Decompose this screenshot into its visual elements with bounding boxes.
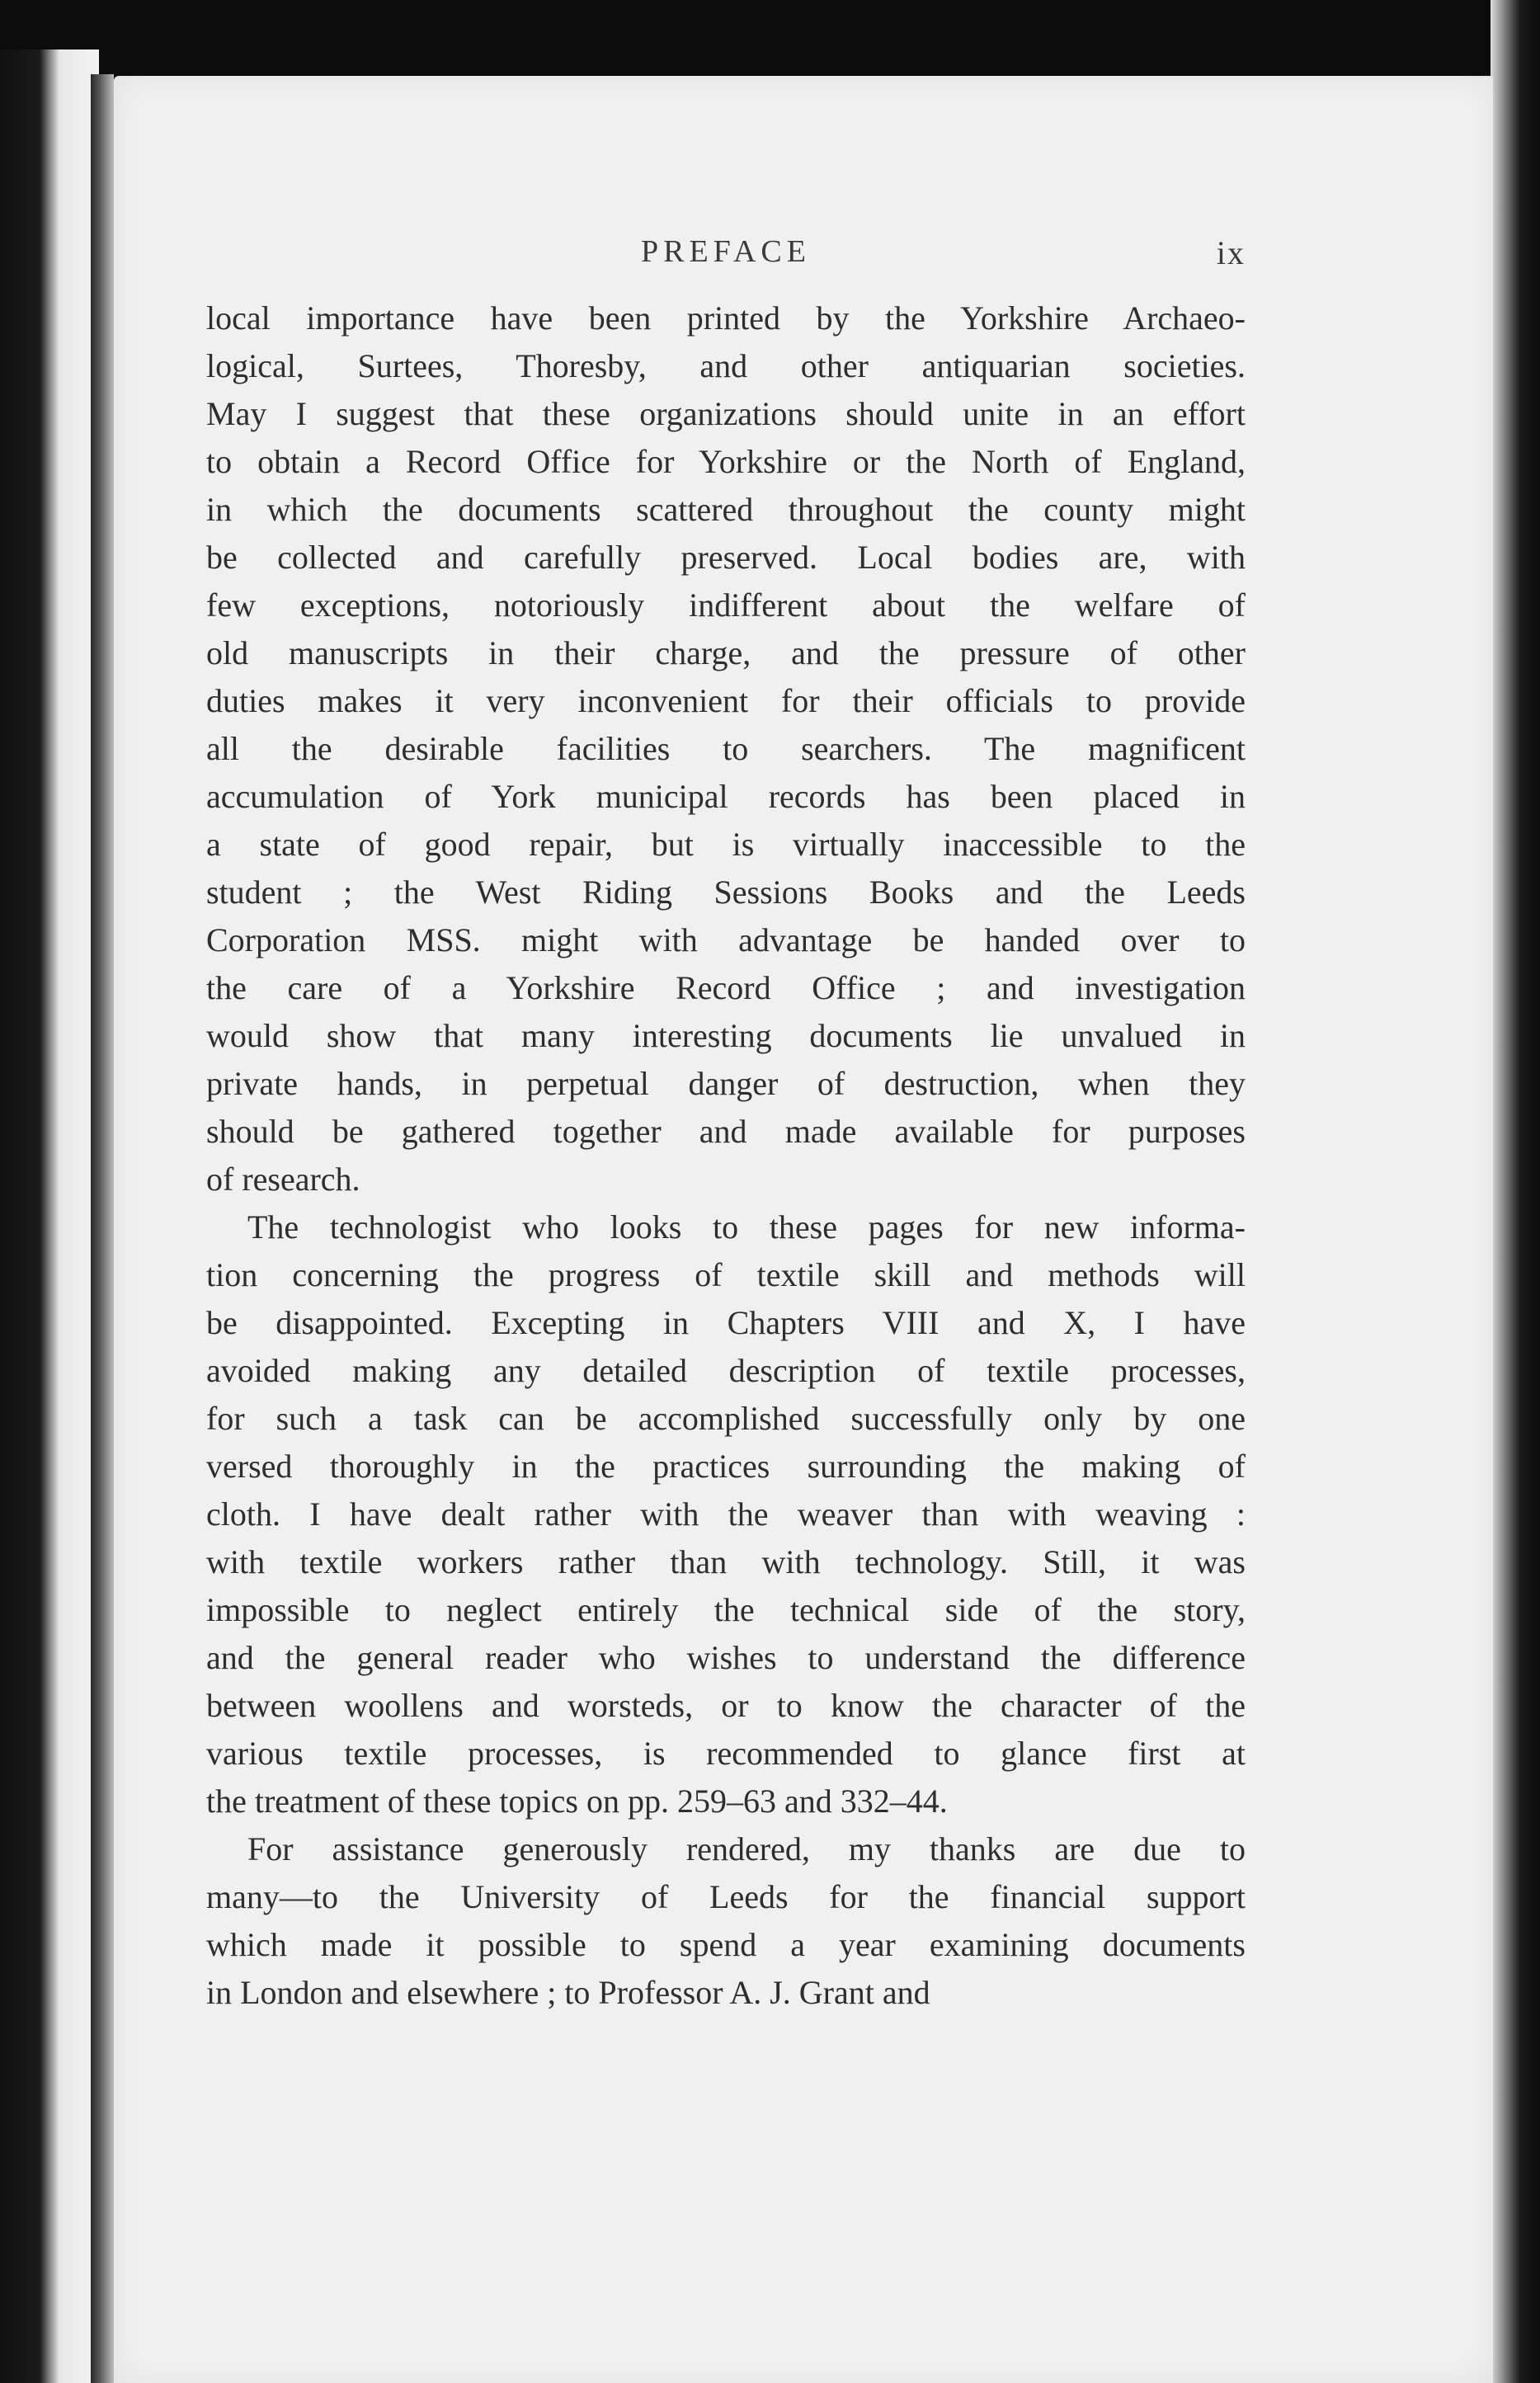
text-line: all the desirable facilities to searchers. The magnificent: [206, 730, 1246, 767]
text-line: a state of good repair, but is virtually inaccessible to the: [206, 826, 1246, 863]
text-line: and the general reader who wishes to understand the difference: [206, 1639, 1246, 1676]
text-line: should be gathered together and made available for purposes: [206, 1113, 1246, 1150]
text-line: old manuscripts in their charge, and the pressure of other: [206, 634, 1246, 671]
page-number: ix: [1216, 234, 1246, 271]
text-line: be disappointed. Excepting in Chapters VIII and X, I have: [206, 1304, 1246, 1341]
text-line: with textile workers rather than with technology. Still, it was: [206, 1543, 1246, 1580]
scan-frame-edge: [1491, 0, 1540, 2383]
text-line: avoided making any detailed description of textile processes,: [206, 1352, 1246, 1389]
text-line: to obtain a Record Office for Yorkshire or the North of England,: [206, 443, 1246, 480]
text-line: logical, Surtees, Thoresby, and other antiquarian societies.: [206, 347, 1246, 384]
text-line: in London and elsewhere ; to Professor A. J. Grant and: [206, 1974, 930, 2011]
text-line: which made it possible to spend a year examining documents: [206, 1926, 1246, 1963]
paragraph: [206, 1825, 1246, 2017]
paragraph: [206, 294, 1246, 1203]
body-text: [206, 294, 1246, 2017]
text-line: accumulation of York municipal records has been placed in: [206, 778, 1246, 815]
text-line: The technologist who looks to these pages for new informa-: [247, 1208, 1246, 1246]
text-line: for such a task can be accomplished successfully only by one: [206, 1400, 1246, 1437]
text-line: impossible to neglect entirely the technical side of the story,: [206, 1591, 1246, 1628]
text-line: private hands, in perpetual danger of destruction, when they: [206, 1065, 1246, 1102]
text-line: would show that many interesting documents lie unvalued in: [206, 1017, 1246, 1054]
text-line: many—to the University of Leeds for the financial support: [206, 1878, 1246, 1915]
text-line: tion concerning the progress of textile skill and methods will: [206, 1256, 1246, 1293]
text-line: local importance have been printed by the Yorkshire Archaeo-: [206, 299, 1246, 337]
text-line: the care of a Yorkshire Record Office ; and investigation: [206, 969, 1246, 1006]
text-line: May I suggest that these organizations should unite in an effort: [206, 395, 1246, 432]
text-line: between woollens and worsteds, or to know the character of the: [206, 1687, 1246, 1724]
text-line: few exceptions, notoriously indifferent about the welfare of: [206, 586, 1246, 624]
text-line: versed thoroughly in the practices surrounding the making of: [206, 1448, 1246, 1485]
text-line: duties makes it very inconvenient for their officials to provide: [206, 682, 1246, 719]
book-spine-shadow: [0, 49, 99, 2383]
text-line: cloth. I have dealt rather with the weaver than with weaving :: [206, 1495, 1246, 1533]
text-line: student ; the West Riding Sessions Books and the Leeds: [206, 874, 1246, 911]
page-edge: [91, 74, 114, 2383]
text-line: the treatment of these topics on pp. 259–63 and 332–44.: [206, 1783, 948, 1820]
text-line: of research.: [206, 1161, 360, 1198]
running-title: PREFACE: [640, 234, 811, 269]
running-head: [206, 233, 1246, 283]
paragraph: [206, 1203, 1246, 1825]
text-line: various textile processes, is recommended to glance first at: [206, 1735, 1246, 1772]
text-line: Corporation MSS. might with advantage be handed over to: [206, 921, 1246, 958]
text-line: For assistance generously rendered, my thanks are due to: [247, 1830, 1246, 1867]
text-line: be collected and carefully preserved. Local bodies are, with: [206, 539, 1246, 576]
text-line: in which the documents scattered throughout the county might: [206, 491, 1246, 528]
